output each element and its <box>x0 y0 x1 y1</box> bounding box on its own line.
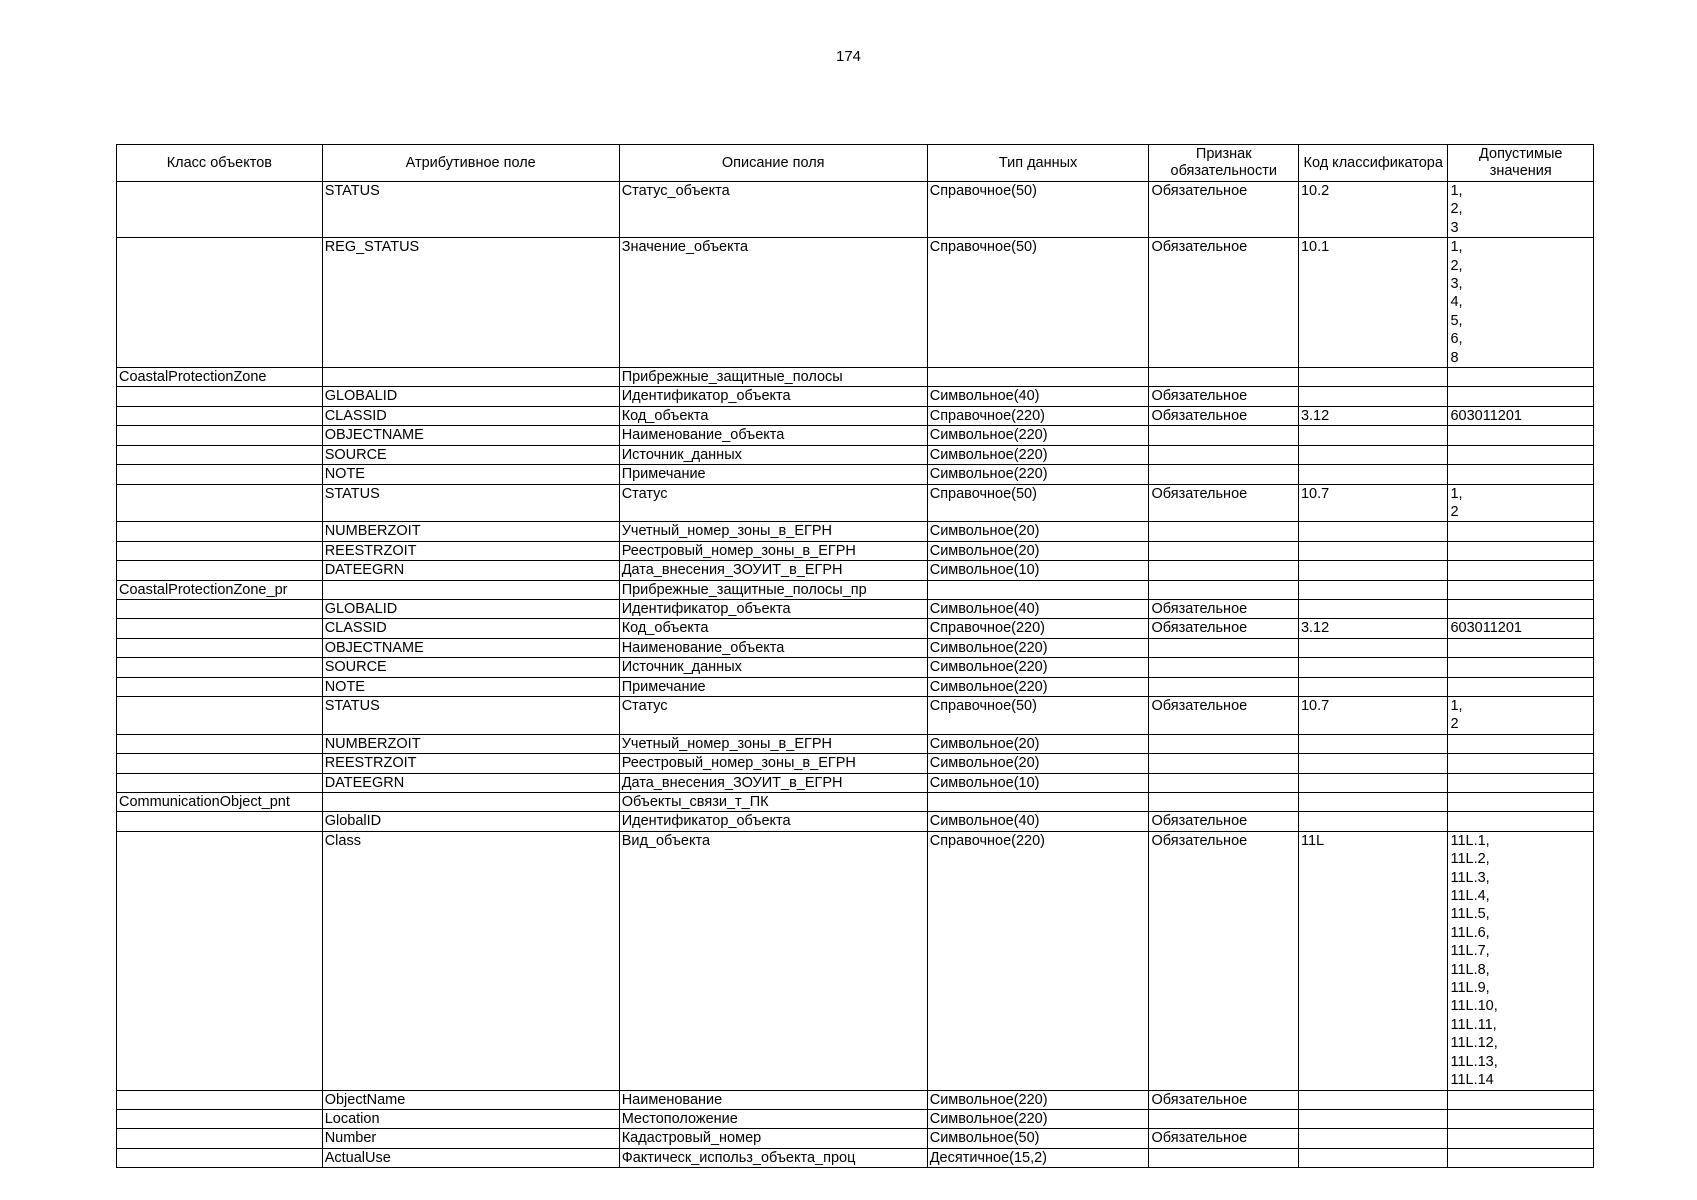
allowed-value: 8 <box>1450 349 1459 366</box>
datatype-cell <box>927 793 1149 812</box>
class-cell <box>117 238 323 368</box>
description-cell: Код_объекта <box>619 619 927 638</box>
datatype-cell: Символьное(220) <box>927 465 1149 484</box>
table-row <box>117 465 1594 484</box>
table-row <box>117 734 1594 753</box>
classifier-cell <box>1298 465 1448 484</box>
allowed-value: 5, <box>1450 312 1463 329</box>
values-cell <box>1448 793 1594 812</box>
table-row <box>117 406 1594 425</box>
class-cell <box>117 465 323 484</box>
required-cell <box>1149 638 1299 657</box>
field-cell: ObjectName <box>322 1090 619 1109</box>
required-cell <box>1149 773 1299 792</box>
allowed-value: 4, <box>1450 294 1463 311</box>
table-row <box>117 561 1594 580</box>
classifier-cell <box>1298 387 1448 406</box>
description-cell: Источник_данных <box>619 658 927 677</box>
allowed-value: 11L.11, <box>1450 1016 1497 1033</box>
table-row <box>117 773 1594 792</box>
table-row <box>117 638 1594 657</box>
class-cell <box>117 426 323 445</box>
field-cell: REESTRZOIT <box>322 541 619 560</box>
table-row <box>117 1090 1594 1109</box>
description-cell: Местоположение <box>619 1109 927 1128</box>
values-cell <box>1448 1109 1594 1128</box>
required-cell: Обязательное <box>1149 1129 1299 1148</box>
datatype-cell: Справочное(220) <box>927 831 1149 1090</box>
datatype-cell: Символьное(10) <box>927 773 1149 792</box>
values-cell <box>1448 773 1594 792</box>
class-cell <box>117 658 323 677</box>
description-cell: Идентификатор_объекта <box>619 599 927 618</box>
description-cell: Дата_внесения_ЗОУИТ_в_ЕГРН <box>619 561 927 580</box>
class-cell <box>117 812 323 831</box>
datatype-cell <box>927 368 1149 387</box>
required-cell: Обязательное <box>1149 619 1299 638</box>
required-cell <box>1149 658 1299 677</box>
classifier-cell: 10.1 <box>1298 238 1448 368</box>
description-cell: Наименование <box>619 1090 927 1109</box>
values-cell <box>1448 484 1594 522</box>
required-cell <box>1149 522 1299 541</box>
classifier-cell <box>1298 426 1448 445</box>
required-cell: Обязательное <box>1149 812 1299 831</box>
class-cell: CoastalProtectionZone_pr <box>117 580 323 599</box>
values-cell <box>1448 561 1594 580</box>
description-cell: Значение_объекта <box>619 238 927 368</box>
description-cell: Статус <box>619 484 927 522</box>
datatype-cell: Символьное(220) <box>927 658 1149 677</box>
values-cell <box>1448 1148 1594 1167</box>
datatype-cell: Символьное(40) <box>927 387 1149 406</box>
classifier-cell <box>1298 1090 1448 1109</box>
class-cell <box>117 599 323 618</box>
datatype-cell: Символьное(220) <box>927 445 1149 464</box>
field-cell: NUMBERZOIT <box>322 522 619 541</box>
values-cell <box>1448 465 1594 484</box>
required-cell <box>1149 426 1299 445</box>
field-cell: NOTE <box>322 677 619 696</box>
allowed-value: 11L.6, <box>1450 924 1490 941</box>
header-row <box>117 145 1594 182</box>
description-cell: Учетный_номер_зоны_в_ЕГРН <box>619 522 927 541</box>
description-cell: Фактическ_использ_объекта_проц <box>619 1148 927 1167</box>
classifier-cell <box>1298 541 1448 560</box>
values-cell <box>1448 426 1594 445</box>
required-cell <box>1149 754 1299 773</box>
allowed-value: 11L.5, <box>1450 906 1490 923</box>
values-cell <box>1448 658 1594 677</box>
classifier-cell <box>1298 677 1448 696</box>
values-cell <box>1448 734 1594 753</box>
datatype-cell: Десятичное(15,2) <box>927 1148 1149 1167</box>
required-cell <box>1149 1148 1299 1167</box>
classifier-cell: 10.2 <box>1298 182 1448 238</box>
table-row <box>117 754 1594 773</box>
class-cell <box>117 1109 323 1128</box>
datatype-cell: Символьное(220) <box>927 1090 1149 1109</box>
required-cell: Обязательное <box>1149 484 1299 522</box>
allowed-value: 11L.8, <box>1450 961 1490 978</box>
allowed-value: 11L.1, <box>1450 832 1490 849</box>
required-cell <box>1149 465 1299 484</box>
datatype-cell: Справочное(50) <box>927 484 1149 522</box>
required-cell: Обязательное <box>1149 696 1299 734</box>
classifier-cell <box>1298 1109 1448 1128</box>
values-cell <box>1448 406 1594 425</box>
classifier-cell: 11L <box>1298 831 1448 1090</box>
description-cell: Вид_объекта <box>619 831 927 1090</box>
classifier-cell: 10.7 <box>1298 696 1448 734</box>
table-row <box>117 484 1594 522</box>
datatype-cell: Символьное(20) <box>927 522 1149 541</box>
table-row <box>117 426 1594 445</box>
field-cell: NUMBERZOIT <box>322 734 619 753</box>
class-cell <box>117 522 323 541</box>
required-cell <box>1149 793 1299 812</box>
class-cell <box>117 734 323 753</box>
values-cell <box>1448 677 1594 696</box>
allowed-value: 6, <box>1450 331 1463 348</box>
class-cell <box>117 754 323 773</box>
field-cell: DATEEGRN <box>322 561 619 580</box>
allowed-value: 1, <box>1450 697 1463 714</box>
field-cell: SOURCE <box>322 445 619 464</box>
header-datatype: Тип данных <box>927 145 1149 182</box>
class-cell <box>117 638 323 657</box>
values-cell <box>1448 387 1594 406</box>
required-cell <box>1149 541 1299 560</box>
allowed-value: 1, <box>1450 183 1463 199</box>
field-cell: GLOBALID <box>322 599 619 618</box>
datatype-cell: Символьное(220) <box>927 638 1149 657</box>
datatype-cell: Символьное(40) <box>927 599 1149 618</box>
values-cell <box>1448 182 1594 238</box>
allowed-value: 11L.2, <box>1450 851 1490 868</box>
description-cell: Дата_внесения_ЗОУИТ_в_ЕГРН <box>619 773 927 792</box>
classifier-cell <box>1298 561 1448 580</box>
values-cell <box>1448 599 1594 618</box>
field-cell: SOURCE <box>322 658 619 677</box>
allowed-value: 11L.3, <box>1450 869 1490 886</box>
field-cell: Location <box>322 1109 619 1128</box>
values-cell <box>1448 754 1594 773</box>
values-cell <box>1448 1090 1594 1109</box>
table-row <box>117 793 1594 812</box>
field-cell: STATUS <box>322 182 619 238</box>
datatype-cell: Символьное(20) <box>927 734 1149 753</box>
datatype-cell: Символьное(220) <box>927 677 1149 696</box>
allowed-value: 603011201 <box>1450 620 1522 637</box>
field-cell: STATUS <box>322 696 619 734</box>
table-row <box>117 368 1594 387</box>
table-row <box>117 599 1594 618</box>
description-cell: Объекты_связи_т_ПК <box>619 793 927 812</box>
description-cell: Идентификатор_объекта <box>619 812 927 831</box>
allowed-value: 11L.7, <box>1450 943 1490 960</box>
allowed-value: 2, <box>1450 201 1463 218</box>
datatype-cell: Справочное(220) <box>927 406 1149 425</box>
classifier-cell <box>1298 754 1448 773</box>
required-cell <box>1149 1109 1299 1128</box>
table-row <box>117 831 1594 1090</box>
field-cell: REG_STATUS <box>322 238 619 368</box>
values-cell <box>1448 368 1594 387</box>
header-description: Описание поля <box>619 145 927 182</box>
datatype-cell: Символьное(10) <box>927 561 1149 580</box>
class-cell <box>117 445 323 464</box>
classifier-cell <box>1298 599 1448 618</box>
header-class: Класс объектов <box>117 145 323 182</box>
description-cell: Учетный_номер_зоны_в_ЕГРН <box>619 734 927 753</box>
required-cell <box>1149 445 1299 464</box>
required-cell <box>1149 368 1299 387</box>
values-cell <box>1448 831 1594 1090</box>
required-cell: Обязательное <box>1149 406 1299 425</box>
datatype-cell: Справочное(50) <box>927 182 1149 238</box>
field-cell: NOTE <box>322 465 619 484</box>
description-cell: Код_объекта <box>619 406 927 425</box>
allowed-value: 3, <box>1450 276 1463 293</box>
description-cell: Примечание <box>619 465 927 484</box>
class-cell <box>117 1148 323 1167</box>
allowed-value: 603011201 <box>1450 407 1522 424</box>
field-cell: Class <box>322 831 619 1090</box>
field-cell <box>322 580 619 599</box>
field-cell: OBJECTNAME <box>322 426 619 445</box>
table-row <box>117 522 1594 541</box>
table-row <box>117 1129 1594 1148</box>
description-cell: Источник_данных <box>619 445 927 464</box>
allowed-value: 2 <box>1450 716 1459 733</box>
description-cell: Статус <box>619 696 927 734</box>
header-values: Допустимые значения <box>1448 145 1594 182</box>
table-row <box>117 619 1594 638</box>
classifier-cell <box>1298 773 1448 792</box>
required-cell: Обязательное <box>1149 1090 1299 1109</box>
description-cell: Примечание <box>619 677 927 696</box>
required-cell: Обязательное <box>1149 182 1299 238</box>
description-cell: Реестровый_номер_зоны_в_ЕГРН <box>619 754 927 773</box>
table-row <box>117 696 1594 734</box>
class-cell <box>117 1090 323 1109</box>
class-cell <box>117 831 323 1090</box>
table-row <box>117 1148 1594 1167</box>
values-cell <box>1448 445 1594 464</box>
datatype-cell: Справочное(220) <box>927 619 1149 638</box>
values-cell <box>1448 619 1594 638</box>
values-cell <box>1448 696 1594 734</box>
field-cell <box>322 793 619 812</box>
classifier-cell <box>1298 445 1448 464</box>
class-cell <box>117 387 323 406</box>
allowed-value: 11L.13, <box>1450 1053 1498 1070</box>
values-cell <box>1448 1129 1594 1148</box>
class-cell <box>117 773 323 792</box>
table-row <box>117 677 1594 696</box>
field-cell: GlobalID <box>322 812 619 831</box>
class-cell <box>117 406 323 425</box>
values-cell <box>1448 238 1594 368</box>
class-cell <box>117 182 323 238</box>
table-row <box>117 182 1594 238</box>
allowed-value: 11L.12, <box>1450 1035 1498 1052</box>
classifier-cell: 10.7 <box>1298 484 1448 522</box>
field-cell: GLOBALID <box>322 387 619 406</box>
class-cell <box>117 484 323 522</box>
description-cell: Реестровый_номер_зоны_в_ЕГРН <box>619 541 927 560</box>
field-cell: OBJECTNAME <box>322 638 619 657</box>
allowed-value: 11L.4, <box>1450 888 1490 905</box>
datatype-cell: Символьное(20) <box>927 754 1149 773</box>
table-row <box>117 387 1594 406</box>
field-cell: ActualUse <box>322 1148 619 1167</box>
allowed-value: 11L.10, <box>1450 998 1498 1015</box>
description-cell: Кадастровый_номер <box>619 1129 927 1148</box>
required-cell: Обязательное <box>1149 599 1299 618</box>
table-row <box>117 580 1594 599</box>
description-cell: Статус_объекта <box>619 182 927 238</box>
field-cell: DATEEGRN <box>322 773 619 792</box>
classifier-cell <box>1298 638 1448 657</box>
required-cell: Обязательное <box>1149 831 1299 1090</box>
class-cell <box>117 696 323 734</box>
table-row <box>117 1109 1594 1128</box>
classifier-cell <box>1298 1129 1448 1148</box>
classifier-cell <box>1298 580 1448 599</box>
allowed-value: 1, <box>1450 485 1463 502</box>
datatype-cell: Справочное(50) <box>927 238 1149 368</box>
allowed-value: 2 <box>1450 503 1459 520</box>
classifier-cell: 3.12 <box>1298 406 1448 425</box>
allowed-value: 1, <box>1450 239 1463 256</box>
field-cell <box>322 368 619 387</box>
allowed-value: 11L.9, <box>1450 980 1490 997</box>
class-cell: CoastalProtectionZone <box>117 368 323 387</box>
datatype-cell: Символьное(40) <box>927 812 1149 831</box>
table-row <box>117 445 1594 464</box>
classifier-cell <box>1298 522 1448 541</box>
datatype-cell: Символьное(20) <box>927 541 1149 560</box>
values-cell <box>1448 638 1594 657</box>
table-body <box>117 182 1594 1168</box>
required-cell <box>1149 580 1299 599</box>
description-cell: Прибрежные_защитные_полосы_пр <box>619 580 927 599</box>
values-cell <box>1448 522 1594 541</box>
page-number: 174 <box>835 48 862 65</box>
header-field: Атрибутивное поле <box>322 145 619 182</box>
datatype-cell <box>927 580 1149 599</box>
datatype-cell: Символьное(50) <box>927 1129 1149 1148</box>
values-cell <box>1448 812 1594 831</box>
header-required: Признак обязательности <box>1149 145 1299 182</box>
classifier-cell: 3.12 <box>1298 619 1448 638</box>
class-cell <box>117 561 323 580</box>
description-cell: Наименование_объекта <box>619 638 927 657</box>
class-cell <box>117 541 323 560</box>
table-row <box>117 812 1594 831</box>
allowed-value: 11L.14 <box>1450 1072 1494 1089</box>
classifier-cell <box>1298 658 1448 677</box>
classifier-cell <box>1298 793 1448 812</box>
values-cell <box>1448 541 1594 560</box>
description-cell: Прибрежные_защитные_полосы <box>619 368 927 387</box>
classifier-cell <box>1298 368 1448 387</box>
class-cell <box>117 1129 323 1148</box>
field-cell: REESTRZOIT <box>322 754 619 773</box>
allowed-value: 2, <box>1450 257 1463 274</box>
required-cell <box>1149 561 1299 580</box>
datatype-cell: Справочное(50) <box>927 696 1149 734</box>
values-cell <box>1448 580 1594 599</box>
description-cell: Наименование_объекта <box>619 426 927 445</box>
required-cell <box>1149 677 1299 696</box>
table-row <box>117 238 1594 368</box>
class-cell <box>117 677 323 696</box>
class-cell: CommunicationObject_pnt <box>117 793 323 812</box>
attribute-table <box>116 144 1594 1168</box>
field-cell: STATUS <box>322 484 619 522</box>
description-cell: Идентификатор_объекта <box>619 387 927 406</box>
field-cell: Number <box>322 1129 619 1148</box>
classifier-cell <box>1298 812 1448 831</box>
datatype-cell: Символьное(220) <box>927 426 1149 445</box>
classifier-cell <box>1298 734 1448 753</box>
table-row <box>117 541 1594 560</box>
header-classifier: Код классификатора <box>1298 145 1448 182</box>
table-row <box>117 658 1594 677</box>
class-cell <box>117 619 323 638</box>
classifier-cell <box>1298 1148 1448 1167</box>
datatype-cell: Символьное(220) <box>927 1109 1149 1128</box>
field-cell: CLASSID <box>322 406 619 425</box>
required-cell: Обязательное <box>1149 238 1299 368</box>
required-cell <box>1149 734 1299 753</box>
required-cell: Обязательное <box>1149 387 1299 406</box>
field-cell: CLASSID <box>322 619 619 638</box>
allowed-value: 3 <box>1450 219 1459 236</box>
